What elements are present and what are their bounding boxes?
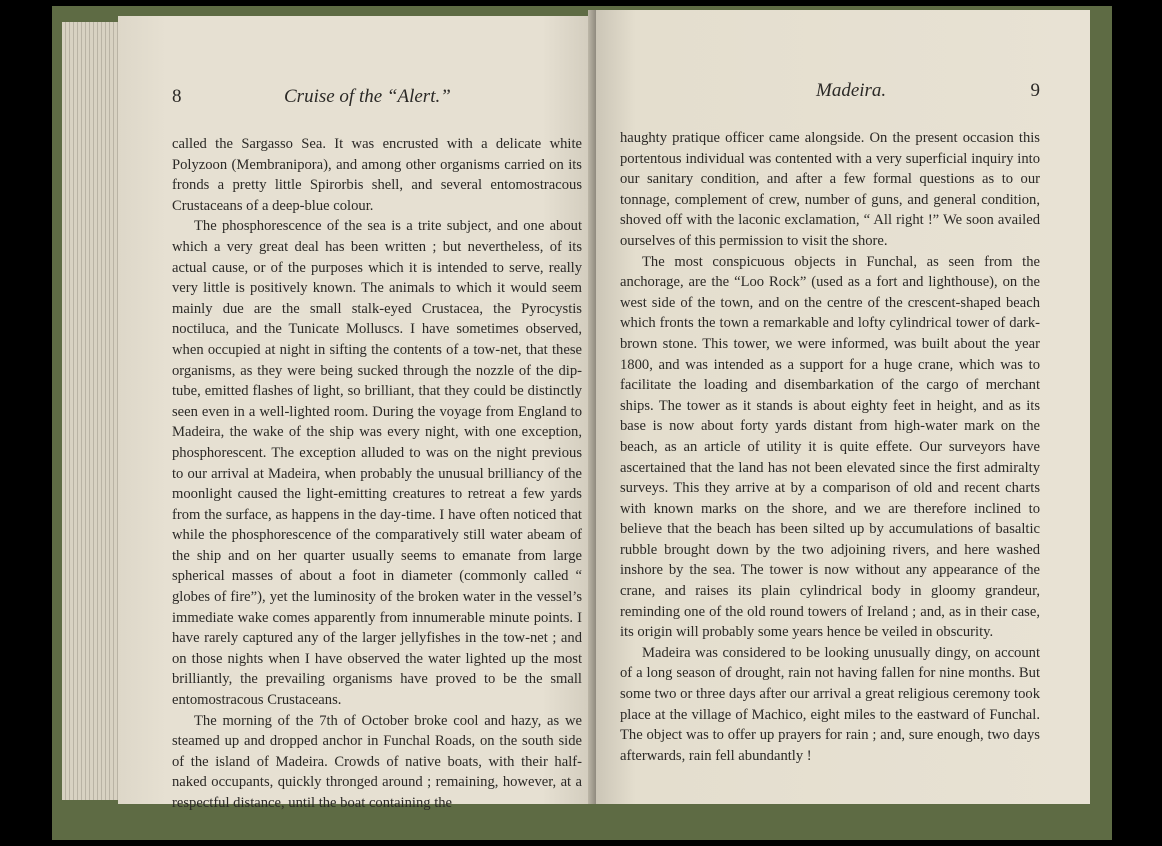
page-edges <box>62 22 122 800</box>
right-running-title: Madeira. <box>816 80 887 101</box>
right-running-head <box>620 80 1040 108</box>
right-paragraph: haughty pratique officer came alongside. On the present occasion this portentous individual was contented with a very superficial inquiry into our sanitary condition, and after a few formal questions as to our tonnage, complement of crew, number of guns, and general condition, shoved off with the laconic exclamation, “ All right !” We soon availed ourselves of this permission to visit the shore. <box>620 130 1040 249</box>
right-paragraph: The most conspicuous objects in Funchal, as seen from the anchorage, are the “Loo Rock” (used as a fort and lighthouse), on the west side of the town, and on the centre of the crescent-shaped beach which fronts the town a remarkable and lofty cylindrical tower of dark-brown stone. This tower, we were informed, was built about the year 1800, and was intended as a support for a huge crane, which was to facilitate the loading and disembarkation of the cargo of merchant ships. The tower as it stands is about eighty feet in height, and as its base is now about forty yards distant from high-water mark on the beach, as an article of utility it is quite effete. Our surveyors have ascertained that the land has not been elevated since the first admiralty surveys. This they arrive at by a comparison of old and recent charts with known marks on the shore, and we are therefore inclined to believe that the beach has been silted up by accumulations of basaltic rubble brought down by the two adjoining rivers, and here washed inshore by the sea. The tower is now without any appearance of the crane, and raises its plain cylindrical body in gloomy grandeur, reminding one of the old round towers of Ireland ; and, as in their case, its origin will probably some years hence be veiled in obscurity. <box>620 253 1040 641</box>
right-paragraph: Madeira was considered to be looking unusually dingy, on account of a long season of drought, rain not having fallen for nine months. But some two or three days after our arrival a great religious ceremony took place at the village of Machico, eight miles to the eastward of Funchal. The object was to offer up prayers for rain ; and, sure enough, two days afterwards, rain fell abundantly ! <box>620 644 1040 764</box>
left-body-text <box>172 134 582 814</box>
left-running-title: Cruise of the “Alert.” <box>284 86 451 107</box>
left-paragraph: The phosphorescence of the sea is a trite subject, and one about which a very great deal has been written ; but nevertheless, of its actual cause, or of the purposes which it is intended to serve, really very little is positively known. The animals to which it would seem mainly due are the small stalk-eyed Crustacea, the Pyrocystis noctiluca, and the Tunicate Molluscs. I have sometimes observed, when occupied at night in sifting the contents of a tow-net, that these organisms, as they were being sucked through the nozzle of the dip-tube, emitted flashes of light, so brilliant, that they could be distinctly seen even in a well-lighted room. During the voyage from England to Madeira, the wake of the ship was every night, with one exception, phosphorescent. The exception alluded to was on the night previous to our arrival at Madeira, when probably the unusual brilliancy of the moonlight caused the light-emitting creatures to retreat a few yards from the surface, as happens in the day-time. I have often noticed that while the phosphorescence of the comparatively still water abeam of the ship and on her quarter usually seems to emanate from large spherical masses of about a foot in diameter (commonly called “ globes of fire”), yet the luminosity of the broken water in the vessel’s immediate wake comes apparently from innumerable minute points. I have rarely captured any of the larger jellyfishes in the tow-net ; and on those nights when I have observed the water lighted up the most brilliantly, the prevailing organisms have proved to be the small entomostracous Crustaceans. <box>172 218 582 709</box>
left-paragraph: called the Sargasso Sea. It was encrusted with a delicate white Polyzoon (Membranipora), and among other organisms carried on its fronds a pretty little Spirorbis shell, and several entomostracous Crustaceans of a deep-blue colour. <box>172 136 582 214</box>
right-page <box>596 10 1090 804</box>
left-page-number: 8 <box>172 86 182 107</box>
right-page-number: 9 <box>1030 80 1040 101</box>
left-page <box>118 16 600 811</box>
right-body-text <box>620 128 1040 766</box>
left-paragraph: The morning of the 7th of October broke cool and hazy, as we steamed up and dropped anchor in Funchal Roads, on the south side of the island of Madeira. Crowds of native boats, with their half-naked occupants, quickly thronged around ; remaining, however, at a respectful distance, until the boat containing the <box>172 712 582 811</box>
left-running-head <box>172 86 542 114</box>
